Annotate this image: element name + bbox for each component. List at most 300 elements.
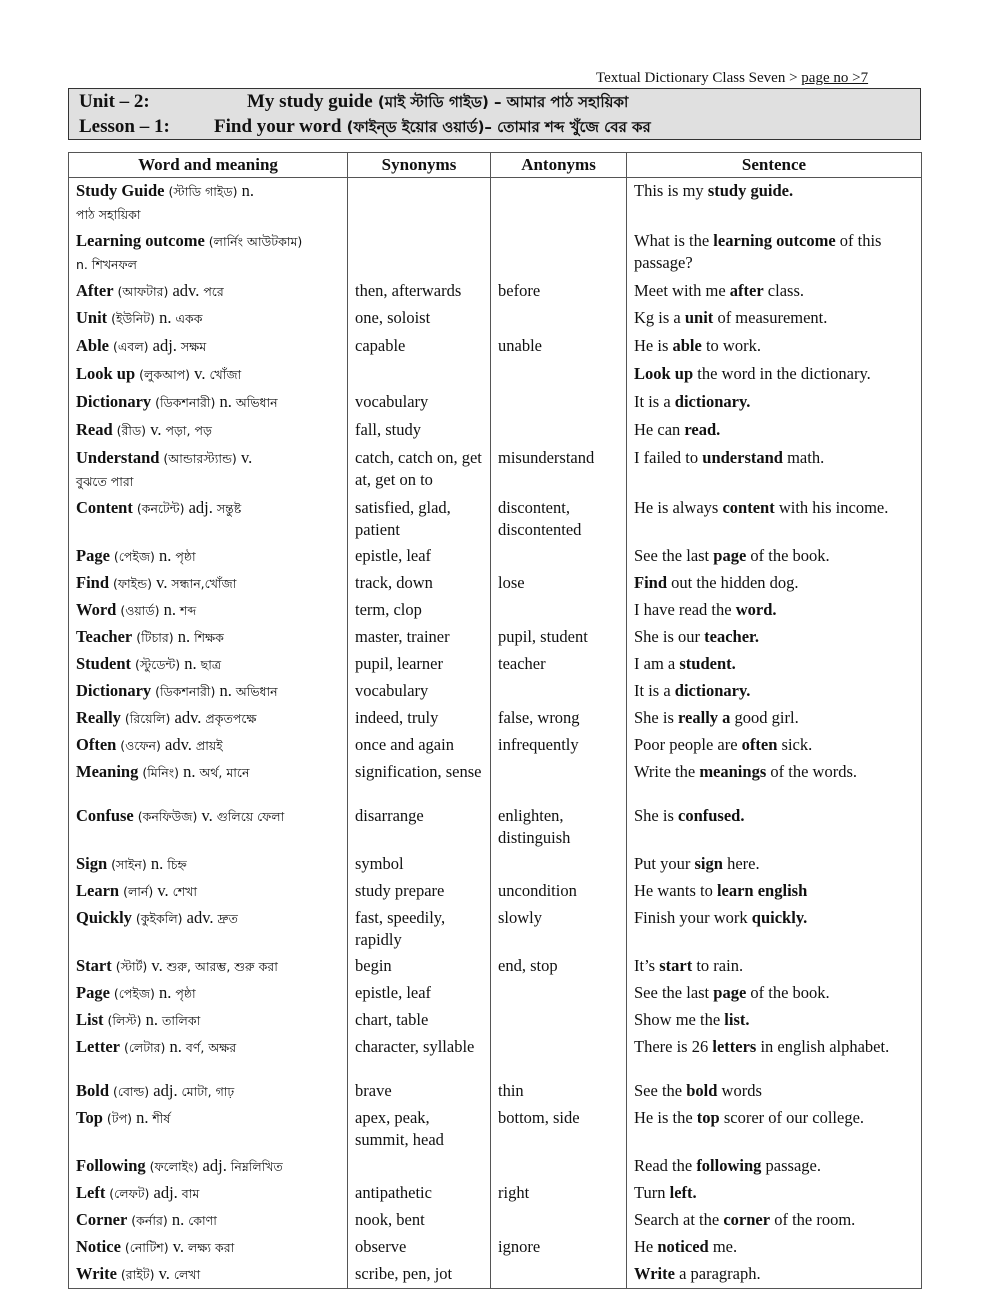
word-term: Sign xyxy=(76,854,108,873)
word-pronunciation: (রীড) xyxy=(112,423,147,438)
synonyms-cell: then, afterwards xyxy=(348,278,491,305)
word-term: Teacher xyxy=(76,627,133,646)
col-header-antonyms: Antonyms xyxy=(491,153,627,178)
word-term: Often xyxy=(76,735,117,754)
page-reference xyxy=(596,70,868,87)
sentence-keyword: top xyxy=(696,1108,720,1127)
sentence-post: math. xyxy=(782,448,825,467)
word-part-of-speech: v. xyxy=(190,364,206,383)
word-meaning: শুরু, আরম্ভ, শুরু করা xyxy=(162,959,278,974)
lesson-title-bn: (ফাইন্‌ড ইয়োর ওয়ার্ড)– তোমার শব্দ খুঁজে বের কর xyxy=(341,118,651,136)
table-row xyxy=(69,333,922,361)
sentence-pre: Read the xyxy=(634,1156,697,1175)
sentence-post: here. xyxy=(722,854,760,873)
table-row xyxy=(69,905,922,953)
word-meaning: লক্ষ্য করা xyxy=(184,1240,235,1255)
sentence-post: with his income. xyxy=(774,498,889,517)
sentence-pre: Poor people are xyxy=(634,735,742,754)
word-part-of-speech: adv. xyxy=(170,708,202,727)
word-cell xyxy=(69,624,348,651)
word-meaning: বাম xyxy=(177,1186,200,1201)
sentence-keyword: often xyxy=(741,735,778,754)
sentence-post: of the book. xyxy=(746,983,830,1002)
synonyms-cell: term, clop xyxy=(348,597,491,624)
word-meaning: সক্ষম xyxy=(176,339,207,354)
synonyms-cell: catch, catch on, get at, get on to xyxy=(348,445,491,495)
sentence-cell xyxy=(627,495,922,543)
synonyms-cell: fall, study xyxy=(348,417,491,445)
sentence-keyword: able xyxy=(672,336,702,355)
synonyms-cell: one, soloist xyxy=(348,305,491,333)
word-term: Confuse xyxy=(76,806,134,825)
word-cell xyxy=(69,1034,348,1078)
word-cell xyxy=(69,417,348,445)
lesson-row xyxy=(79,116,651,141)
unit-title-bn: (মাই স্টাডি গাইড) – আমার পাঠ সহায়িকা xyxy=(372,93,629,111)
word-cell xyxy=(69,1007,348,1034)
unit-row xyxy=(79,91,628,116)
word-part-of-speech: adj. xyxy=(149,1183,178,1202)
table-row xyxy=(69,597,922,624)
sentence-post: of this passage? xyxy=(634,231,882,272)
word-term: Left xyxy=(76,1183,106,1202)
word-cell xyxy=(69,1261,348,1289)
word-cell xyxy=(69,651,348,678)
word-part-of-speech: adj. xyxy=(198,1156,227,1175)
sentence-cell xyxy=(627,1078,922,1105)
table-row xyxy=(69,1207,922,1234)
word-term: Page xyxy=(76,983,110,1002)
synonyms-cell: signification, sense xyxy=(348,759,491,803)
sentence-keyword: after xyxy=(729,281,764,300)
sentence-keyword: study guide. xyxy=(707,181,794,200)
word-meaning: মোটা, গাঢ় xyxy=(177,1084,235,1099)
sentence-cell xyxy=(627,705,922,732)
sentence-cell xyxy=(627,1034,922,1078)
word-pronunciation: (কনফিউজ) xyxy=(133,809,198,824)
word-pronunciation: (ফাইন্ড) xyxy=(109,576,153,591)
lesson-title-en: Find your word xyxy=(214,116,342,137)
sentence-cell xyxy=(627,1007,922,1034)
sentence-keyword: letters xyxy=(712,1037,757,1056)
sentence-keyword: Look up xyxy=(634,364,694,383)
table-row xyxy=(69,759,922,803)
word-cell xyxy=(69,732,348,759)
unit-header xyxy=(68,88,921,140)
word-meaning: বর্ণ, অক্ষর xyxy=(181,1040,237,1055)
antonyms-cell: right xyxy=(491,1180,627,1207)
sentence-keyword: bold xyxy=(686,1081,718,1100)
table-row xyxy=(69,228,922,278)
word-cell xyxy=(69,980,348,1007)
synonyms-cell: epistle, leaf xyxy=(348,543,491,570)
word-cell xyxy=(69,851,348,878)
synonyms-cell: master, trainer xyxy=(348,624,491,651)
sentence-cell xyxy=(627,878,922,905)
synonyms-cell: satisfied, glad, patient xyxy=(348,495,491,543)
word-meaning: সন্ধান,খোঁজা xyxy=(167,576,237,591)
word-term: Quickly xyxy=(76,908,132,927)
antonyms-cell xyxy=(491,1034,627,1078)
word-term: Top xyxy=(76,1108,103,1127)
word-part-of-speech: v. xyxy=(152,573,168,592)
table-row xyxy=(69,878,922,905)
sentence-keyword: corner xyxy=(723,1210,771,1229)
table-row xyxy=(69,678,922,705)
antonyms-cell xyxy=(491,1261,627,1289)
sentence-keyword: Find xyxy=(634,573,668,592)
sentence-keyword: quickly. xyxy=(751,908,808,927)
word-pronunciation: (পেইজ) xyxy=(109,549,155,564)
word-pronunciation: (টিচার) xyxy=(132,630,174,645)
table-row xyxy=(69,305,922,333)
sentence-post: to rain. xyxy=(692,956,744,975)
synonyms-cell: epistle, leaf xyxy=(348,980,491,1007)
sentence-cell xyxy=(627,389,922,417)
word-term: Read xyxy=(76,420,113,439)
word-part-of-speech: n. xyxy=(173,627,191,646)
word-cell xyxy=(69,570,348,597)
word-term: List xyxy=(76,1010,104,1029)
table-row xyxy=(69,705,922,732)
sentence-cell xyxy=(627,678,922,705)
word-term: Corner xyxy=(76,1210,128,1229)
word-pronunciation: (ফলোইং) xyxy=(145,1159,199,1174)
word-term: Letter xyxy=(76,1037,120,1056)
word-cell xyxy=(69,803,348,851)
word-term: Word xyxy=(76,600,117,619)
antonyms-cell: thin xyxy=(491,1078,627,1105)
word-term: Look up xyxy=(76,364,136,383)
sentence-cell xyxy=(627,178,922,229)
sentence-post: to work. xyxy=(701,336,761,355)
sentence-pre: It’s xyxy=(634,956,660,975)
word-meaning: একক xyxy=(171,311,203,326)
sentence-cell xyxy=(627,1153,922,1180)
unit-title xyxy=(247,91,628,112)
table-row xyxy=(69,389,922,417)
word-part-of-speech: n. xyxy=(154,546,172,565)
word-cell xyxy=(69,1207,348,1234)
word-part-of-speech: v. xyxy=(154,1264,170,1283)
antonyms-cell xyxy=(491,759,627,803)
antonyms-cell: misunderstand xyxy=(491,445,627,495)
sentence-post: in english alphabet. xyxy=(756,1037,890,1056)
lesson-title xyxy=(214,116,651,137)
word-cell xyxy=(69,445,348,495)
sentence-post: of the words. xyxy=(766,762,857,781)
word-cell xyxy=(69,228,348,278)
sentence-pre: She is xyxy=(634,806,679,825)
sentence-cell xyxy=(627,851,922,878)
word-pronunciation: (নোটিশ) xyxy=(120,1240,169,1255)
sentence-keyword: understand xyxy=(702,448,783,467)
lesson-label: Lesson – 1: xyxy=(79,116,170,137)
synonyms-cell: scribe, pen, jot xyxy=(348,1261,491,1289)
sentence-keyword: Write xyxy=(634,1264,675,1283)
table-row xyxy=(69,1234,922,1261)
antonyms-cell: pupil, student xyxy=(491,624,627,651)
sentence-cell xyxy=(627,361,922,389)
word-part-of-speech: n. xyxy=(167,1210,185,1229)
sentence-pre: Kg is a xyxy=(634,308,685,327)
sentence-pre: He can xyxy=(634,420,685,439)
table-row xyxy=(69,178,922,229)
sentence-pre: This is my xyxy=(634,181,708,200)
word-pronunciation: (মিনিং) xyxy=(138,765,180,780)
word-cell xyxy=(69,305,348,333)
sentence-keyword: noticed xyxy=(657,1237,709,1256)
col-header-sentence: Sentence xyxy=(627,153,922,178)
sentence-keyword: learning outcome xyxy=(713,231,836,250)
word-meaning: অভিধান xyxy=(231,395,278,410)
sentence-cell xyxy=(627,1261,922,1289)
sentence-cell xyxy=(627,445,922,495)
word-cell xyxy=(69,333,348,361)
word-term: Meaning xyxy=(76,762,139,781)
word-cell xyxy=(69,705,348,732)
table-row xyxy=(69,1105,922,1153)
word-pronunciation: (আফটার) xyxy=(113,284,169,299)
word-part-of-speech: v. xyxy=(236,448,253,467)
sentence-pre: He is always xyxy=(634,498,723,517)
synonyms-cell: indeed, truly xyxy=(348,705,491,732)
word-cell xyxy=(69,543,348,570)
sentence-cell xyxy=(627,803,922,851)
word-pronunciation: (স্টাডি গাইড) xyxy=(164,184,238,199)
sentence-pre: Put your xyxy=(634,854,695,873)
antonyms-cell xyxy=(491,361,627,389)
antonyms-cell xyxy=(491,678,627,705)
word-part-of-speech: n. xyxy=(154,983,172,1002)
word-cell xyxy=(69,1105,348,1153)
sentence-pre: He is xyxy=(634,336,673,355)
sentence-post: sick. xyxy=(777,735,813,754)
word-term: Following xyxy=(76,1156,146,1175)
word-meaning: অর্থ, মানে xyxy=(195,765,250,780)
antonyms-cell: infrequently xyxy=(491,732,627,759)
word-term: Dictionary xyxy=(76,681,152,700)
sentence-pre: I have read the xyxy=(634,600,736,619)
sentence-pre: See the last xyxy=(634,546,714,565)
word-part-of-speech: adv. xyxy=(160,735,192,754)
antonyms-cell: unable xyxy=(491,333,627,361)
word-part-of-speech: v. xyxy=(168,1237,185,1256)
word-term: Bold xyxy=(76,1081,110,1100)
table-row xyxy=(69,980,922,1007)
antonyms-cell: discontent, discontented xyxy=(491,495,627,543)
word-meaning: শীর্ষ xyxy=(148,1111,171,1126)
sentence-pre: What is the xyxy=(634,231,714,250)
word-meaning: কোণা xyxy=(184,1213,217,1228)
word-meaning: পাঠ সহায়িকা xyxy=(76,207,141,222)
word-term: Learning outcome xyxy=(76,231,205,250)
word-term: Understand xyxy=(76,448,160,467)
table-row xyxy=(69,543,922,570)
antonyms-cell: slowly xyxy=(491,905,627,953)
word-term: Study Guide xyxy=(76,181,165,200)
sentence-pre: I am a xyxy=(634,654,680,673)
sentence-cell xyxy=(627,597,922,624)
word-part-of-speech: adj. xyxy=(148,336,177,355)
word-part-of-speech: n. xyxy=(237,181,254,200)
word-part-of-speech: v. xyxy=(146,420,162,439)
word-meaning: লেখা xyxy=(169,1267,201,1282)
sentence-cell xyxy=(627,228,922,278)
synonyms-cell xyxy=(348,228,491,278)
synonyms-cell: vocabulary xyxy=(348,678,491,705)
synonyms-cell: nook, bent xyxy=(348,1207,491,1234)
unit-title-en: My study guide xyxy=(247,91,373,112)
word-part-of-speech: n. xyxy=(131,1108,149,1127)
word-cell xyxy=(69,495,348,543)
sentence-post: passage. xyxy=(761,1156,821,1175)
word-pronunciation: (কুইকলি) xyxy=(131,911,183,926)
word-pronunciation: (কর্নার) xyxy=(127,1213,168,1228)
sentence-post: of the room. xyxy=(770,1210,856,1229)
sentence-keyword: list. xyxy=(724,1010,750,1029)
word-pronunciation: (কনটেন্ট) xyxy=(132,501,185,516)
sentence-cell xyxy=(627,624,922,651)
antonyms-cell: end, stop xyxy=(491,953,627,980)
sentence-keyword: dictionary. xyxy=(674,681,751,700)
sentence-post: a paragraph. xyxy=(674,1264,761,1283)
word-meaning: শেখা xyxy=(168,884,197,899)
sentence-post: of measurement. xyxy=(713,308,828,327)
table-row xyxy=(69,417,922,445)
col-header-word: Word and meaning xyxy=(69,153,348,178)
antonyms-cell xyxy=(491,1207,627,1234)
synonyms-cell: capable xyxy=(348,333,491,361)
sentence-cell xyxy=(627,570,922,597)
col-header-synonyms: Synonyms xyxy=(348,153,491,178)
sentence-cell xyxy=(627,651,922,678)
synonyms-cell: observe xyxy=(348,1234,491,1261)
word-part-of-speech: v. xyxy=(197,806,213,825)
word-part-of-speech: adj. xyxy=(184,498,213,517)
sentence-keyword: sign xyxy=(694,854,723,873)
sentence-keyword: start xyxy=(659,956,693,975)
table-row xyxy=(69,953,922,980)
word-meaning: শব্দ xyxy=(175,603,197,618)
word-pronunciation: (লেটার) xyxy=(119,1040,166,1055)
table-row xyxy=(69,1153,922,1180)
synonyms-cell: begin xyxy=(348,953,491,980)
word-pronunciation: (টপ) xyxy=(102,1111,132,1126)
word-term: Really xyxy=(76,708,121,727)
word-pronunciation: (লুকআপ) xyxy=(135,367,191,382)
synonyms-cell: antipathetic xyxy=(348,1180,491,1207)
sentence-cell xyxy=(627,732,922,759)
sentence-pre: See the xyxy=(634,1081,687,1100)
antonyms-cell xyxy=(491,389,627,417)
sentence-post: good girl. xyxy=(730,708,799,727)
word-pronunciation: (এবল) xyxy=(109,339,149,354)
sentence-cell xyxy=(627,759,922,803)
sentence-keyword: left. xyxy=(669,1183,697,1202)
sentence-pre: It is a xyxy=(634,681,675,700)
synonyms-cell: symbol xyxy=(348,851,491,878)
antonyms-cell xyxy=(491,1007,627,1034)
word-cell xyxy=(69,759,348,803)
word-pronunciation: (সাইন) xyxy=(107,857,147,872)
sentence-keyword: confused. xyxy=(678,806,745,825)
sentence-keyword: unit xyxy=(684,308,714,327)
word-part-of-speech: adv. xyxy=(168,281,200,300)
sentence-cell xyxy=(627,1207,922,1234)
sentence-keyword: meanings xyxy=(699,762,767,781)
sentence-post: of the book. xyxy=(746,546,830,565)
word-part-of-speech: adj. xyxy=(149,1081,178,1100)
sentence-pre: Meet with me xyxy=(634,281,730,300)
sentence-cell xyxy=(627,305,922,333)
word-cell xyxy=(69,1180,348,1207)
word-pronunciation: (ওফেন) xyxy=(116,738,161,753)
word-meaning: প্রকৃতপক্ষে xyxy=(201,711,257,726)
word-pronunciation: (লার্ন) xyxy=(119,884,154,899)
synonyms-cell: apex, peak, summit, head xyxy=(348,1105,491,1153)
table-header-row xyxy=(69,153,922,178)
antonyms-cell xyxy=(491,305,627,333)
word-cell xyxy=(69,678,348,705)
synonyms-cell xyxy=(348,178,491,229)
sentence-keyword: read. xyxy=(684,420,721,439)
table-row xyxy=(69,1034,922,1078)
sentence-pre: He wants to xyxy=(634,881,717,900)
table-row xyxy=(69,361,922,389)
antonyms-cell: before xyxy=(491,278,627,305)
word-term: Start xyxy=(76,956,112,975)
antonyms-cell xyxy=(491,178,627,229)
sentence-keyword: really a xyxy=(678,708,731,727)
unit-label: Unit – 2: xyxy=(79,91,150,112)
sentence-cell xyxy=(627,543,922,570)
antonyms-cell: teacher xyxy=(491,651,627,678)
sentence-pre: He is the xyxy=(634,1108,697,1127)
word-meaning: পৃষ্ঠা xyxy=(171,549,196,564)
word-meaning: n. শিখনফল xyxy=(76,257,137,272)
word-pronunciation: (লার্নিং আউটকাম) xyxy=(204,234,303,249)
synonyms-cell: disarrange xyxy=(348,803,491,851)
sentence-cell xyxy=(627,1180,922,1207)
word-meaning: চিহ্ন xyxy=(163,857,187,872)
word-cell xyxy=(69,1153,348,1180)
sentence-pre: I failed to xyxy=(634,448,703,467)
word-part-of-speech: n. xyxy=(159,600,176,619)
word-part-of-speech: n. xyxy=(155,308,172,327)
sentence-keyword: student. xyxy=(679,654,736,673)
sentence-keyword: teacher. xyxy=(704,627,759,646)
word-pronunciation: (ওয়ার্ড) xyxy=(116,603,160,618)
sentence-cell xyxy=(627,417,922,445)
word-part-of-speech: n. xyxy=(179,762,196,781)
table-row xyxy=(69,651,922,678)
word-meaning: নিম্নলিখিত xyxy=(226,1159,283,1174)
synonyms-cell: fast, speedily, rapidly xyxy=(348,905,491,953)
word-part-of-speech: n. xyxy=(146,854,164,873)
sentence-pre: It is a xyxy=(634,392,675,411)
antonyms-cell xyxy=(491,851,627,878)
word-meaning: শিক্ষক xyxy=(190,630,224,645)
antonyms-cell xyxy=(491,543,627,570)
sentence-pre: Finish your work xyxy=(634,908,752,927)
word-meaning: অভিধান xyxy=(231,684,278,699)
synonyms-cell xyxy=(348,1153,491,1180)
sentence-keyword: learn english xyxy=(716,881,808,900)
word-pronunciation: (পেইজ) xyxy=(109,986,155,1001)
word-meaning: তালিকা xyxy=(157,1013,201,1028)
table-row xyxy=(69,570,922,597)
